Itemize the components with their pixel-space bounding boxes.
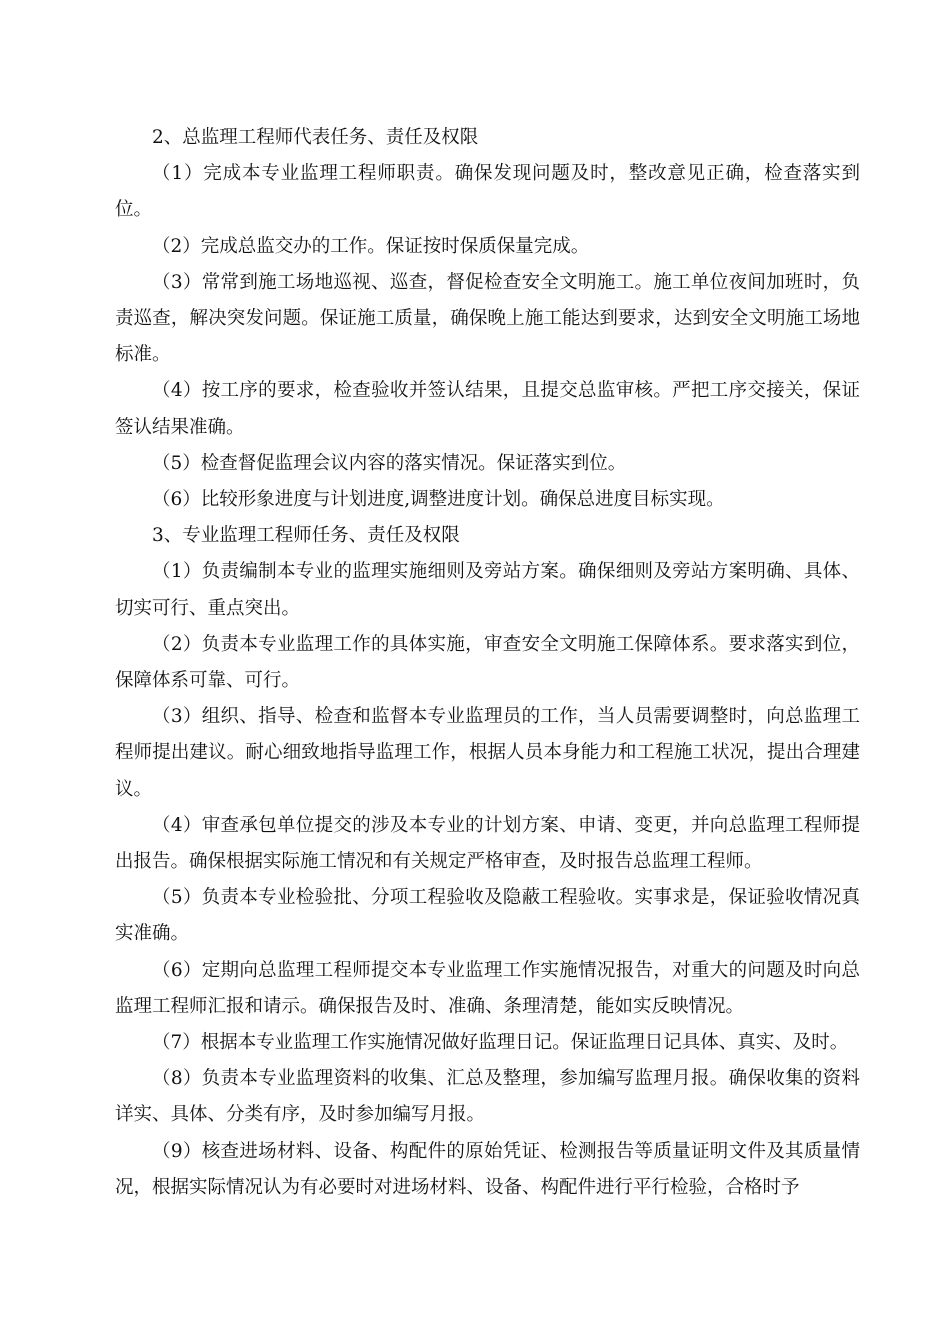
paragraph-item: （3）常常到施工场地巡视、巡查，督促检查安全文明施工。施工单位夜间加班时，负责巡查，解决突发问题。保证施工质量，确保晚上施工能达到要求，达到安全文明施工场地标准。 [115, 271, 860, 366]
section-heading-deputy-chief: 2、总监理工程师代表任务、责任及权限 [152, 127, 479, 148]
paragraph-item: （1）完成本专业监理工程师职责。确保发现问题及时，整改意见正确，检查落实到位。 [115, 163, 860, 221]
paragraph-item: （9）核查进场材料、设备、构配件的原始凭证、检测报告等质量证明文件及其质量情况，根据实际情况认为有必要时对进场材料、设备、构配件进行平行检验，合格时予 [115, 1140, 860, 1198]
paragraph-item: （4）审查承包单位提交的涉及本专业的计划方案、申请、变更，并向总监理工程师提出报告。确保根据实际施工情况和有关规定严格审查，及时报告总监理工程师。 [115, 814, 860, 873]
document-page [115, 120, 860, 1206]
paragraph-item: （6）比较形象进度与计划进度,调整进度计划。确保总进度目标实现。 [152, 489, 725, 511]
paragraph-item: （2）负责本专业监理工作的具体实施，审查安全文明施工保障体系。要求落实到位，保障体系可靠、可行。 [115, 633, 860, 692]
paragraph-item: （4）按工序的要求，检查验收并签认结果，且提交总监审核。严把工序交接关，保证签认结果准确。 [115, 380, 860, 438]
paragraph-item: （1）负责编制本专业的监理实施细则及旁站方案。确保细则及旁站方案明确、具体、切实可行、重点突出。 [115, 561, 860, 619]
paragraph-item: （5）检查督促监理会议内容的落实情况。保证落实到位。 [152, 452, 627, 474]
paragraph-item: （3）组织、指导、检查和监督本专业监理员的工作，当人员需要调整时，向总监理工程师提出建议。耐心细致地指导监理工作，根据人员本身能力和工程施工状况，提出合理建议。 [115, 706, 860, 800]
paragraph-item: （2）完成总监交办的工作。保证按时保质保量完成。 [152, 235, 590, 257]
paragraph-item: （7）根据本专业监理工作实施情况做好监理日记。保证监理日记具体、真实、及时。 [152, 1032, 849, 1054]
section-heading-specialty-engineer: 3、专业监理工程师任务、责任及权限 [152, 525, 460, 547]
paragraph-item: （8）负责本专业监理资料的收集、汇总及整理，参加编写监理月报。确保收集的资料详实、具体、分类有序，及时参加编写月报。 [115, 1068, 860, 1126]
paragraph-item: （5）负责本专业检验批、分项工程验收及隐蔽工程验收。实事求是，保证验收情况真实准确。 [115, 887, 860, 945]
paragraph-item: （6）定期向总监理工程师提交本专业监理工作实施情况报告，对重大的问题及时向总监理工程师汇报和请示。确保报告及时、准确、条理清楚，能如实反映情况。 [115, 959, 860, 1017]
